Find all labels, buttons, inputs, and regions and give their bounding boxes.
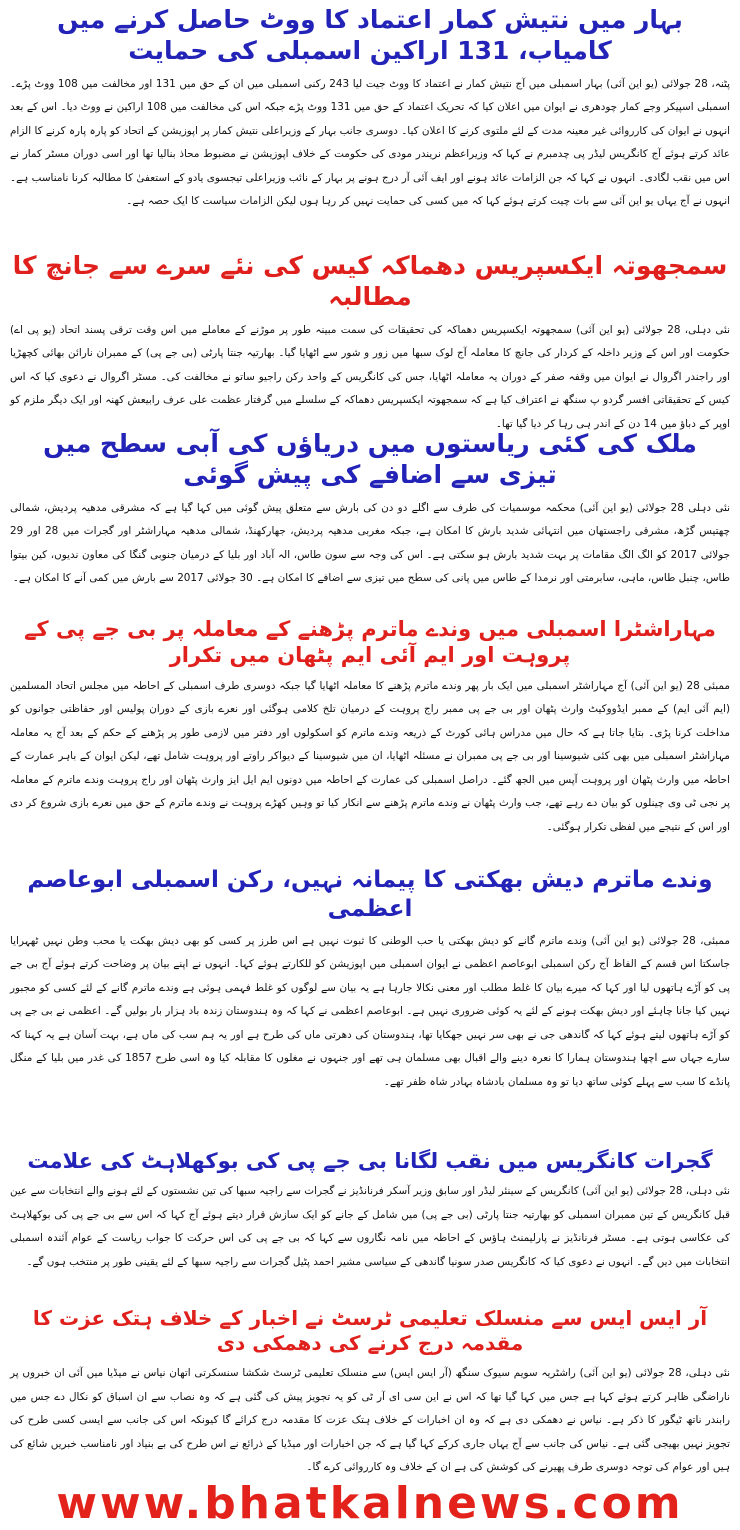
article-body: ممبئی، 28 جولائی (یو این آئی) وندے ماترم گانے کو دیش بھکتی یا حب الوطنی کا ثبوت نہیں ہے اس طرز پر کسی کو بھی دیش بھکت یا محب وطن نہیں ٹھہرایا جاسکتا اس قسم کے الفاظ آج رکن اسمبلی ابوعاصم اعظمی نے ایوان اسمبلی میں اپوزیشن کو للکارتے ہوئے کہا۔ انہوں نے اپنے بیان پر وضاحت کرتے ہوئے آج بی جے پی کو آڑے ہاتھوں لیا اور کہا کہ میرے بیان کا غلط مطلب اور معنی نکالا جارہا ہے یہ بیان سے لوگوں کو غلط فہمی ہوئی ہے وندے ماترم گانے کے لئے کسی کو مجبور نہیں کیا جانا چاہئے اور دیش بھکت ہونے کے لئے یہ کوئی ضروری نہیں ہے۔ ابوعاصم اعظمی نے کہا کہ وہ ہندوستان زندہ باد ہزار بار بولیں گے۔ اعظمی نے بی جے پی کو آڑے ہاتھوں لیتے ہوئے کہا کہ گاندھی جی نے بھی سر نہیں جھکایا تھا، ہندوستان کی دھرتی ماں کی طرح ہے اور یہ ہم سب کی ماں ہے، بہت آسان ہے یہ کہنا کہ سارے جہاں سے اچھا ہندوستان ہمارا کا نعرہ دینے والے اقبال بھی مسلمان ہی تھے اور جنہوں نے مغلوں کا مقابلہ کیا وہ اسی طرح 1857 کی غدر میں بلیا کے منگل پانڈے کا سب سے پہلے کوئی ساتھ دیا تو وہ مسلمان بادشاہ بہادر شاہ ظفر تھے۔ — [10, 934, 730, 1088]
article-body: نئی دہلی، 28 جولائی (یو این آئی) سمجھوتہ ایکسپریس دھماکہ کی تحقیقات کی سمت مبینہ طور پر موڑنے کے معاملے میں اس وقت ترقی پسند اتحاد (یو پی اے) حکومت اور اس کے وزیر داخلہ کے کردار کی جانچ کا معاملہ آج لوک سبھا میں زور و شور سے اٹھایا گیا۔ بھارتیہ جنتا پارٹی (بی جے پی) کے ممبران نارائن بھائی کچھڑیا اور راجندر اگروال نے ایوان میں وقفہ صفر کے دوران یہ معاملہ اٹھایا، جس کی کانگریس کے واحد رکن راجیو ساتو نے مخالفت کی۔ مسٹر اگروال نے دعوی کیا کہ اس کیس کے تحقیقاتی افسر گردو پ سنگھ نے اعتراف کیا ہے کہ سمجھوتہ ایکسپریس دھماکہ کے سلسلے میں گرفتار عظمت علی عرف رابیعش کھنہ اور ایک دیگر ملزم کو اوپر کے دباؤ میں 14 دن کے اندر ہی رہا کر دیا گیا تھا۔ — [10, 323, 731, 430]
article-body: نئی دہلی 28 جولائی (یو این آئی) محکمہ موسمیات کی طرف سے اگلے دو دن کی بارش سے متعلق پیش گوئی میں کہا گیا ہے کہ مشرقی مدھیہ پردیش، شمالی چھتیس گڑھ، مشرقی راجستھان میں انتہائی شدید بارش کا امکان ہے، جبکہ مغربی مدھیہ پردیش، جھارکھنڈ، شمالی مدھیہ مہاراشٹر اور گجرات میں 28 اور 29 جولائی 2017 کو الگ الگ مقامات پر بہت شدید بارش ہو سکتی ہے۔ اس کی وجہ سے سون طاس، الہ آباد اور بلیا کے درمیان جنوبی گنگا کی معاون ندیوں، کین بیتوا طاس، چنبل طاس، ماہی، سابرمتی اور نرمدا کے طاس میں پانی کی سطح میں تیزی سے اضافے کا امکان ہے۔ 30 جولائی 2017 سے بارش میں کمی آنے کا امکان ہے۔ — [10, 501, 730, 584]
article-body: نئی دہلی، 28 جولائی (یو این آئی) راشٹریہ سویم سیوک سنگھ (آر ایس ایس) سے منسلک تعلیمی ٹرسٹ شکشا سنسکرتی اتھان نیاس نے میڈیا میں آئی ان خبروں پر ناراضگی ظاہر کرتے ہوئے کہا ہے جس میں کہا گیا تھا کہ اس نے این سی ای آر ٹی کو یہ تجویز پیش کی گئی ہے کہ وہ نصاب سے ان اسباق کو نکال دے جس میں رابندر ناتھ ٹیگور کا ذکر ہے۔ نیاس نے دھمکی دی ہے کہ وہ ان اخبارات کے خلاف ہتک عزت کا مقدمہ درج کرائے گا کیونکہ اس کی جانب سے ایسی کسی طرح کی تجویز نہیں بھیجی گئی ہے۔ نیاس کی جانب سے آج یہاں جاری کرکے کہا گیا ہے کہ جن اخبارات اور میڈیا کے ذرائع نے اس طرح کی بے بنیاد اور نامناسب خبریں شائع کی ہیں اور عوام کی توجہ دوسری طرف پھیرنے کی کوشش کی ہے ان کے خلاف وہ کارروائی کرے گا۔ — [10, 1367, 731, 1473]
headline: آر ایس ایس سے منسلک تعلیمی ٹرسٹ نے اخبار کے خلاف ہتک عزت کا مقدمہ درج کرنے کی دھمکی دی — [32, 1306, 708, 1355]
article-1 — [10, 4, 730, 214]
article-7 — [10, 1306, 730, 1480]
article-2 — [10, 250, 730, 436]
article-5 — [10, 866, 730, 1094]
article-body: پٹنہ، 28 جولائی (یو این آئی) بہار اسمبلی میں آج نتیش کمار نے اعتماد کا ووٹ جیت لیا 243 رکنی اسمبلی میں ان کے حق میں 131 اور مخالفت میں 108 ووٹ پڑے۔ اسمبلی اسپیکر وجے کمار چودھری نے ایوان میں اعلان کیا کہ تحریک اعتماد کے حق میں 131 ووٹ پڑے جبکہ اس کی مخالفت میں 108 اراکین نے ووٹ دیا۔ اس کے بعد انہوں نے ایوان کی کارروائی غیر معینہ مدت کے لئے ملتوی کرنے کا اعلان کیا۔ دوسری جانب بہار کے وزیراعلی نتیش کمار پر اپوزیشن کے اتحاد کو پارہ پارہ کرنے کا الزام عائد کرتے ہوئے آج کانگریس لیڈر پی چدمبرم نے کہا کہ وزیراعظم نریندر مودی کی حکومت کے خلاف اپوزیشن نے مضبوط محاذ بنالیا تھا اور اسی دوران مسٹر کمار نے اس میں نقب لگادی۔ انہوں نے کہا کہ جن الزامات عائد ہونے اور ایف آئی آر درج ہونے پر بہار کے نائب وزیراعلی تیجسوی یادو کے استعفیٰ کا مطالبہ کرنا نامناسب ہے۔ انہوں نے آج یہاں یو این آئی سے بات چیت کرتے ہوئے کہا کہ میں کسی کی حمایت نہیں کر رہا ہوں لیکن الزامات سیاست کا ایک حصہ ہے۔ — [10, 77, 731, 207]
article-6 — [10, 1148, 730, 1274]
headline: وندے ماترم دیش بھکتی کا پیمانہ نہیں، رکن اسمبلی ابوعاصم اعظمی — [27, 867, 713, 922]
headline: بہار میں نتیش کمار اعتماد کا ووٹ حاصل کرنے میں کامیاب، 131 اراکین اسمبلی کی حمایت — [57, 5, 683, 66]
headline: ملک کی کئی ریاستوں میں دریاؤں کی آبی سطح میں تیزی سے اضافے کی پیش گوئی — [43, 429, 697, 490]
website-footer: www.bhatkalnews.com — [56, 1478, 684, 1529]
headline: گجرات کانگریس میں نقب لگانا بی جے پی کی بوکھلاہٹ کی علامت — [27, 1149, 713, 1173]
article-body: نئی دہلی، 28 جولائی (یو این آئی) کانگریس کے سینئر لیڈر اور سابق وزیر آسکر فرنانڈیز نے گجرات سے راجیہ سبھا کی تین نشستوں کے لئے ہونے والے انتخابات سے عین قبل کانگریس کے تین ممبران اسمبلی کو بھارتیہ جنتا پارٹی (بی جے پی) میں شامل کے جانے کو ایک سازش قرار دیتے ہوئے آج کہا کہ اس سے بی جے پی کی بوکھلاہٹ کی عکاسی ہوتی ہے۔ مسٹر فرنانڈیز نے پارلیمنٹ ہاؤس کے احاطہ میں نامہ نگاروں سے کہا کہ بی جے پی کی اس حرکت کا جواب ریاست کے عوام آئندہ اسمبلی انتخابات میں دیں گے۔ انہوں نے دعوی کیا کہ کانگریس صدر سونیا گاندھی کے سیاسی مشیر احمد پٹیل گجرات سے راجیہ سبھا کے لئے یقینی طور پر منتخب ہوں گے۔ — [10, 1185, 730, 1268]
article-4 — [10, 616, 730, 839]
headline: مہاراشٹرا اسمبلی میں وندے ماترم پڑھنے کے معاملہ پر بی جے پی کے پروہت اور ایم آئی ایم پٹھان میں تکرار — [24, 617, 716, 668]
article-body: ممبئی 28 (یو این آئی) آج مہاراشٹر اسمبلی میں ایک بار پھر وندے ماترم پڑھنے کا معاملہ اٹھایا گیا جبکہ دوسری طرف اسمبلی کے احاطہ میں مجلس اتحاد المسلمین (ایم آئی ایم) کے ممبر ایڈووکیٹ وارث پٹھان اور بی جے پی ممبر راج پروہت کے درمیان تلخ کلامی ہوگئی اور نعرے بازی کے دوران پولیس اور حفاظتی جوانوں کو مداخلت کرنا پڑی۔ بتایا جاتا ہے کہ حال میں مدراس ہائی کورٹ کے ذریعہ وندے ماترم کو اسکولوں اور دفتر میں لازمی طور پر پڑھنے کے حکم کے بعد آج یہ معاملہ مہاراشٹر اسمبلی میں بھی کئی شیوسینا اور بی جے پی ممبران نے مسئلہ اٹھایا، ان میں شیوسینا کے دیواکر راوتے اور پروہت شامل تھے، لیکن ایوان کے باہر عمارت کے احاطہ میں وارث پٹھان اور پروہت آپس میں الجھ گئے۔ دراصل اسمبلی کی عمارت کے احاطہ میں دونوں ایم ایل ایز وارث پٹھان اور راج پروہت وندے ماترم کے معاملہ پر نجی ٹی وی چینلوں کو بیان دے رہے تھے، جب وارث پٹھان نے وندے ماترم پڑھنے سے انکار کیا تو وہیں کھڑے پروہت نے وندے ماترم کے حق میں نعرے بازی شروع کر دی اور اس کے نتیجے میں لفظی تکرار ہوگئی۔ — [10, 679, 730, 833]
headline: سمجھوتہ ایکسپریس دھماکہ کیس کی نئے سرے سے جانچ کا مطالبہ — [12, 251, 728, 312]
article-3 — [10, 428, 730, 591]
